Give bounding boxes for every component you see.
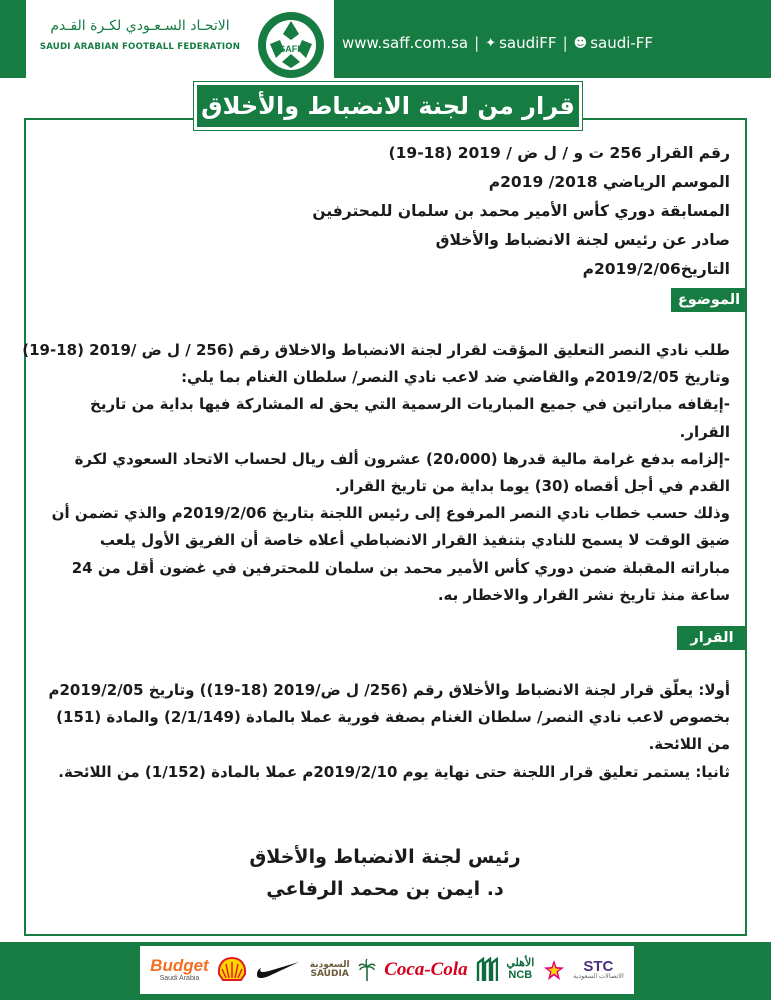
sponsor-stc [573,959,624,982]
federation-name-ar: الاتحـاد السـعـودي لكـرة القـدم [50,18,230,34]
subject-heading: الموضوع [671,288,747,312]
sponsor-budget [150,957,209,982]
subject-body [22,337,730,609]
budget-logo-text: Budget [150,956,209,976]
saudia-ar: السعودية [309,959,350,970]
twitter-handle[interactable]: saudiFF [499,34,557,52]
snapchat-icon: ☻ [573,35,588,51]
decision-line: من اللائحة. [648,735,730,754]
decision-meta [40,139,730,284]
palm-emblem-icon [358,957,376,983]
nike-swoosh-icon [255,960,301,980]
header-left-bar [0,0,26,78]
logo-text: SAFF [279,44,303,54]
subject-line: وتاريخ 2019/2/05م والقاضي ضد لاعب نادي النصر/ سلطان الغنام بما يلي: [181,368,730,387]
website-link[interactable]: www.saff.com.sa [342,34,469,52]
signatory-name: د. ايمن بن محمد الرفاعي [266,878,504,900]
signatory-role: رئيس لجنة الانضباط والأخلاق [249,846,521,868]
saff-logo-icon [256,10,326,80]
social-links [342,29,653,57]
decision-line: ثانيا: يستمر تعليق قرار اللجنة حتى نهاية يوم 2019/2/10م عملا بالمادة (1/152) من اللائحة. [58,762,730,781]
divider: | [562,34,568,52]
subject-line: -إلزامه بدفع غرامة مالية قدرها (20،000) عشرون ألف ريال لحساب الاتحاد السعودي لكرة [74,449,730,468]
subject-line: ضيق الوقت لا يسمح للنادي بتنفيذ القرار الانضباطي أعلاه خاصة أن الفريق الأول يلعب [99,531,730,550]
decision-number: رقم القرار 256 ت و / ل ض / 2019 (18-19) [388,144,730,162]
star-logo-icon [543,959,565,981]
competition: المسابقة دوري كأس الأمير محمد بن سلمان للمحترفين [312,202,730,220]
season: الموسم الرياضي 2018/ 2019م [488,173,730,191]
sponsor-strip [140,946,634,994]
decision-line: بخصوص لاعب نادي النصر/ سلطان الغنام بصفة فورية عملا بالمادة (2/1/149) والمادة (151) [56,708,730,727]
stc-sub: الاتصالات السعودية [572,973,624,981]
snapchat-handle[interactable]: saudi-FF [590,34,654,52]
header [0,0,771,90]
subject-line: وذلك حسب خطاب نادي النصر المرفوع إلى رئيس اللجنة بتاريخ 2019/2/06م والذي تضمن أن [51,504,730,523]
subject-line: القدم في أجل أقصاه (30) يوما بداية من تاريخ القرار. [334,477,730,496]
stc-logo-text: STC [583,957,614,975]
decision-line: أولا: يعلّق قرار لجنة الانضباط والأخلاق رقم (256/ ل ض/2019 (18-19)) وتاريخ 2019/2/05م [48,681,730,699]
twitter-icon: ✦ [485,35,497,51]
subject-line: طلب نادي النصر التعليق المؤقت لقرار لجنة الانضباط والاخلاق رقم (256 / ل ض /2019 (18-19) [22,341,730,359]
decision-body [40,677,730,786]
subject-line: مباراته المقبلة ضمن دوري كأس الأمير محمد بن سلمان للمحترفين في غضون أقل من 24 [71,558,730,577]
page-title: قرار من لجنة الانضباط والأخلاق [201,92,575,120]
decision-date: التاريخ2019/2/06م [582,260,730,278]
saudia-en: SAUDIA [310,969,349,979]
sponsor-saudia [310,961,350,980]
sponsor-ncb [506,958,534,981]
subject-line: ساعة منذ تاريخ نشر القرار والاخطار به. [437,585,730,604]
decision-heading: القرار [677,626,747,650]
title-banner [194,82,582,130]
budget-sub: Saudi Arabia [159,975,200,983]
shell-logo-icon [217,956,247,984]
divider: | [474,34,480,52]
issuer: صادر عن رئيس لجنة الانضباط والأخلاق [435,231,730,249]
ncb-en: NCB [508,969,533,981]
mobily-logo-icon [476,957,498,983]
subject-line: -إيقافه مباراتين في جميع المباريات الرسمية التي يحق له المشاركة فيها بداية من تاريخ [90,395,730,414]
federation-name-en: SAUDI ARABIAN FOOTBALL FEDERATION [39,42,241,52]
subject-line: القرار. [679,422,730,441]
ncb-ar: الأهلي [506,957,535,970]
sponsor-coca-cola: Coca-Cola [384,959,468,981]
